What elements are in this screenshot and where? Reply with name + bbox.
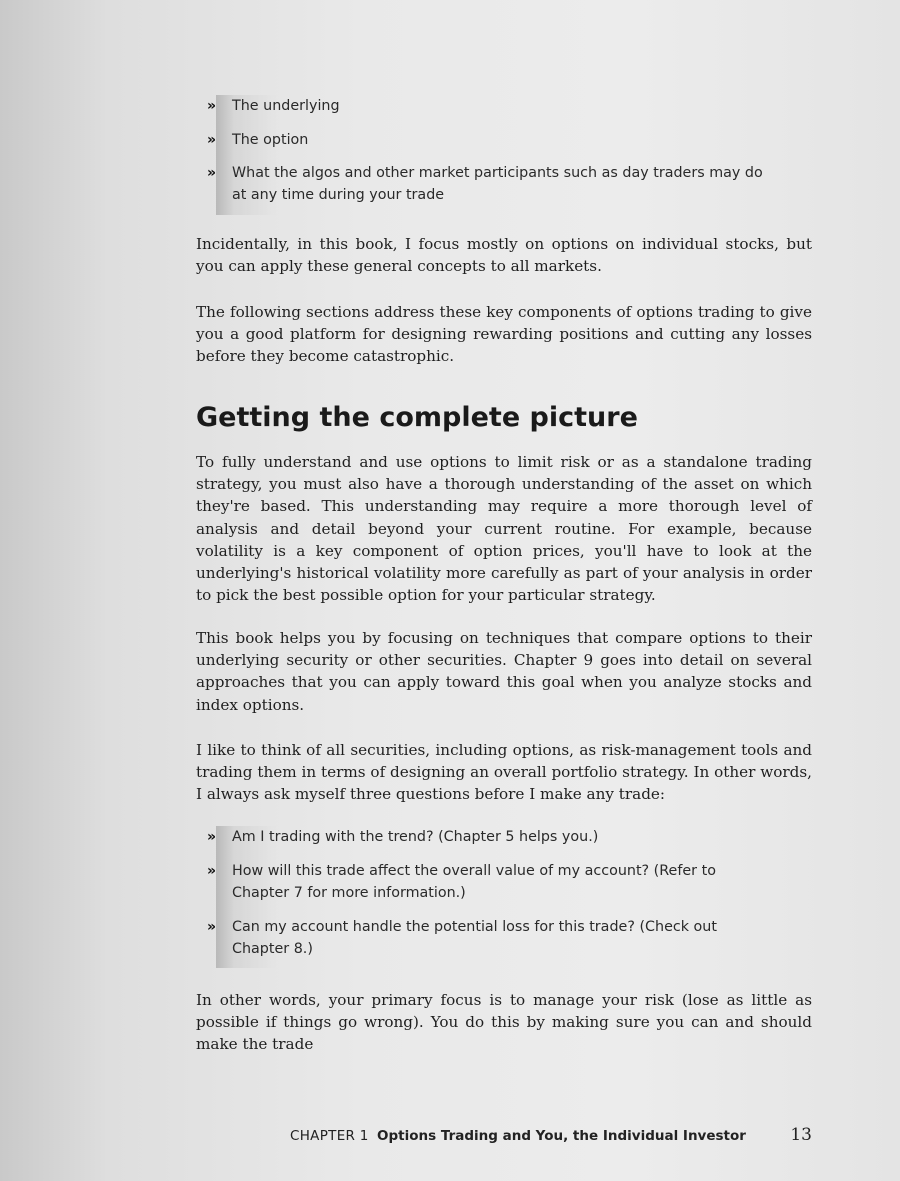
paragraph-2: The following sections address these key components of options trading to give you a good platform for designing rewarding positions and cutting any losses before they become catastrophic. [196, 303, 812, 366]
footer-chapter: CHAPTER 1 [290, 1128, 369, 1144]
list-item: » The underlying [216, 95, 816, 117]
double-chevron-icon: » [207, 165, 215, 181]
list-item: » The option [216, 129, 816, 151]
footer-title: Options Trading and You, the Individual Investor [377, 1128, 746, 1144]
paragraph-1: Incidentally, in this book, I focus mostly on options on individual stocks, but you can apply these general concepts to all markets. [196, 235, 812, 276]
paragraph-5: I like to think of all securities, including options, as risk-management tools and trading them in terms of designing an overall portfolio strategy. In other words, I always ask myself three questions before I make any trade: [196, 741, 812, 804]
list-item: » What the algos and other market participants such as day traders may do at any time during your trade [216, 162, 777, 206]
double-chevron-icon: » [207, 919, 215, 935]
paragraph-4: This book helps you by focusing on techniques that compare options to their underlying security or other securities. Chapter 9 goes into detail on several approaches that you can apply toward this goal when you analyze stocks and index options. [196, 629, 812, 714]
question-bullet-list [194, 826, 816, 968]
double-chevron-icon: » [207, 863, 215, 879]
page-footer [290, 1125, 812, 1145]
page-number: 13 [790, 1125, 812, 1145]
double-chevron-icon: » [207, 132, 215, 148]
list-item: » Can my account handle the potential loss for this trade? (Check out Chapter 8.) [216, 916, 722, 960]
top-bullet-list [194, 95, 816, 215]
double-chevron-icon: » [207, 98, 215, 114]
list-item: » How will this trade affect the overall value of my account? (Refer to Chapter 7 for more information.) [216, 860, 777, 904]
paragraph-6: In other words, your primary focus is to manage your risk (lose as little as possible if things go wrong). You do this by making sure you can and should make the trade [196, 991, 812, 1054]
paragraph-3: To fully understand and use options to limit risk or as a standalone trading strategy, you must also have a thorough understanding of the asset on which they're based. This understanding may require a more thorough level of analysis and detail beyond your current routine. For example, because volatility is a key component of option prices, you'll have to look at the underlying's historical volatility more carefully as part of your analysis in order to pick the best possible option for your particular strategy. [196, 453, 812, 605]
double-chevron-icon: » [207, 829, 215, 845]
section-heading: Getting the complete picture [196, 402, 638, 433]
list-item: » Am I trading with the trend? (Chapter 5 helps you.) [216, 826, 816, 848]
